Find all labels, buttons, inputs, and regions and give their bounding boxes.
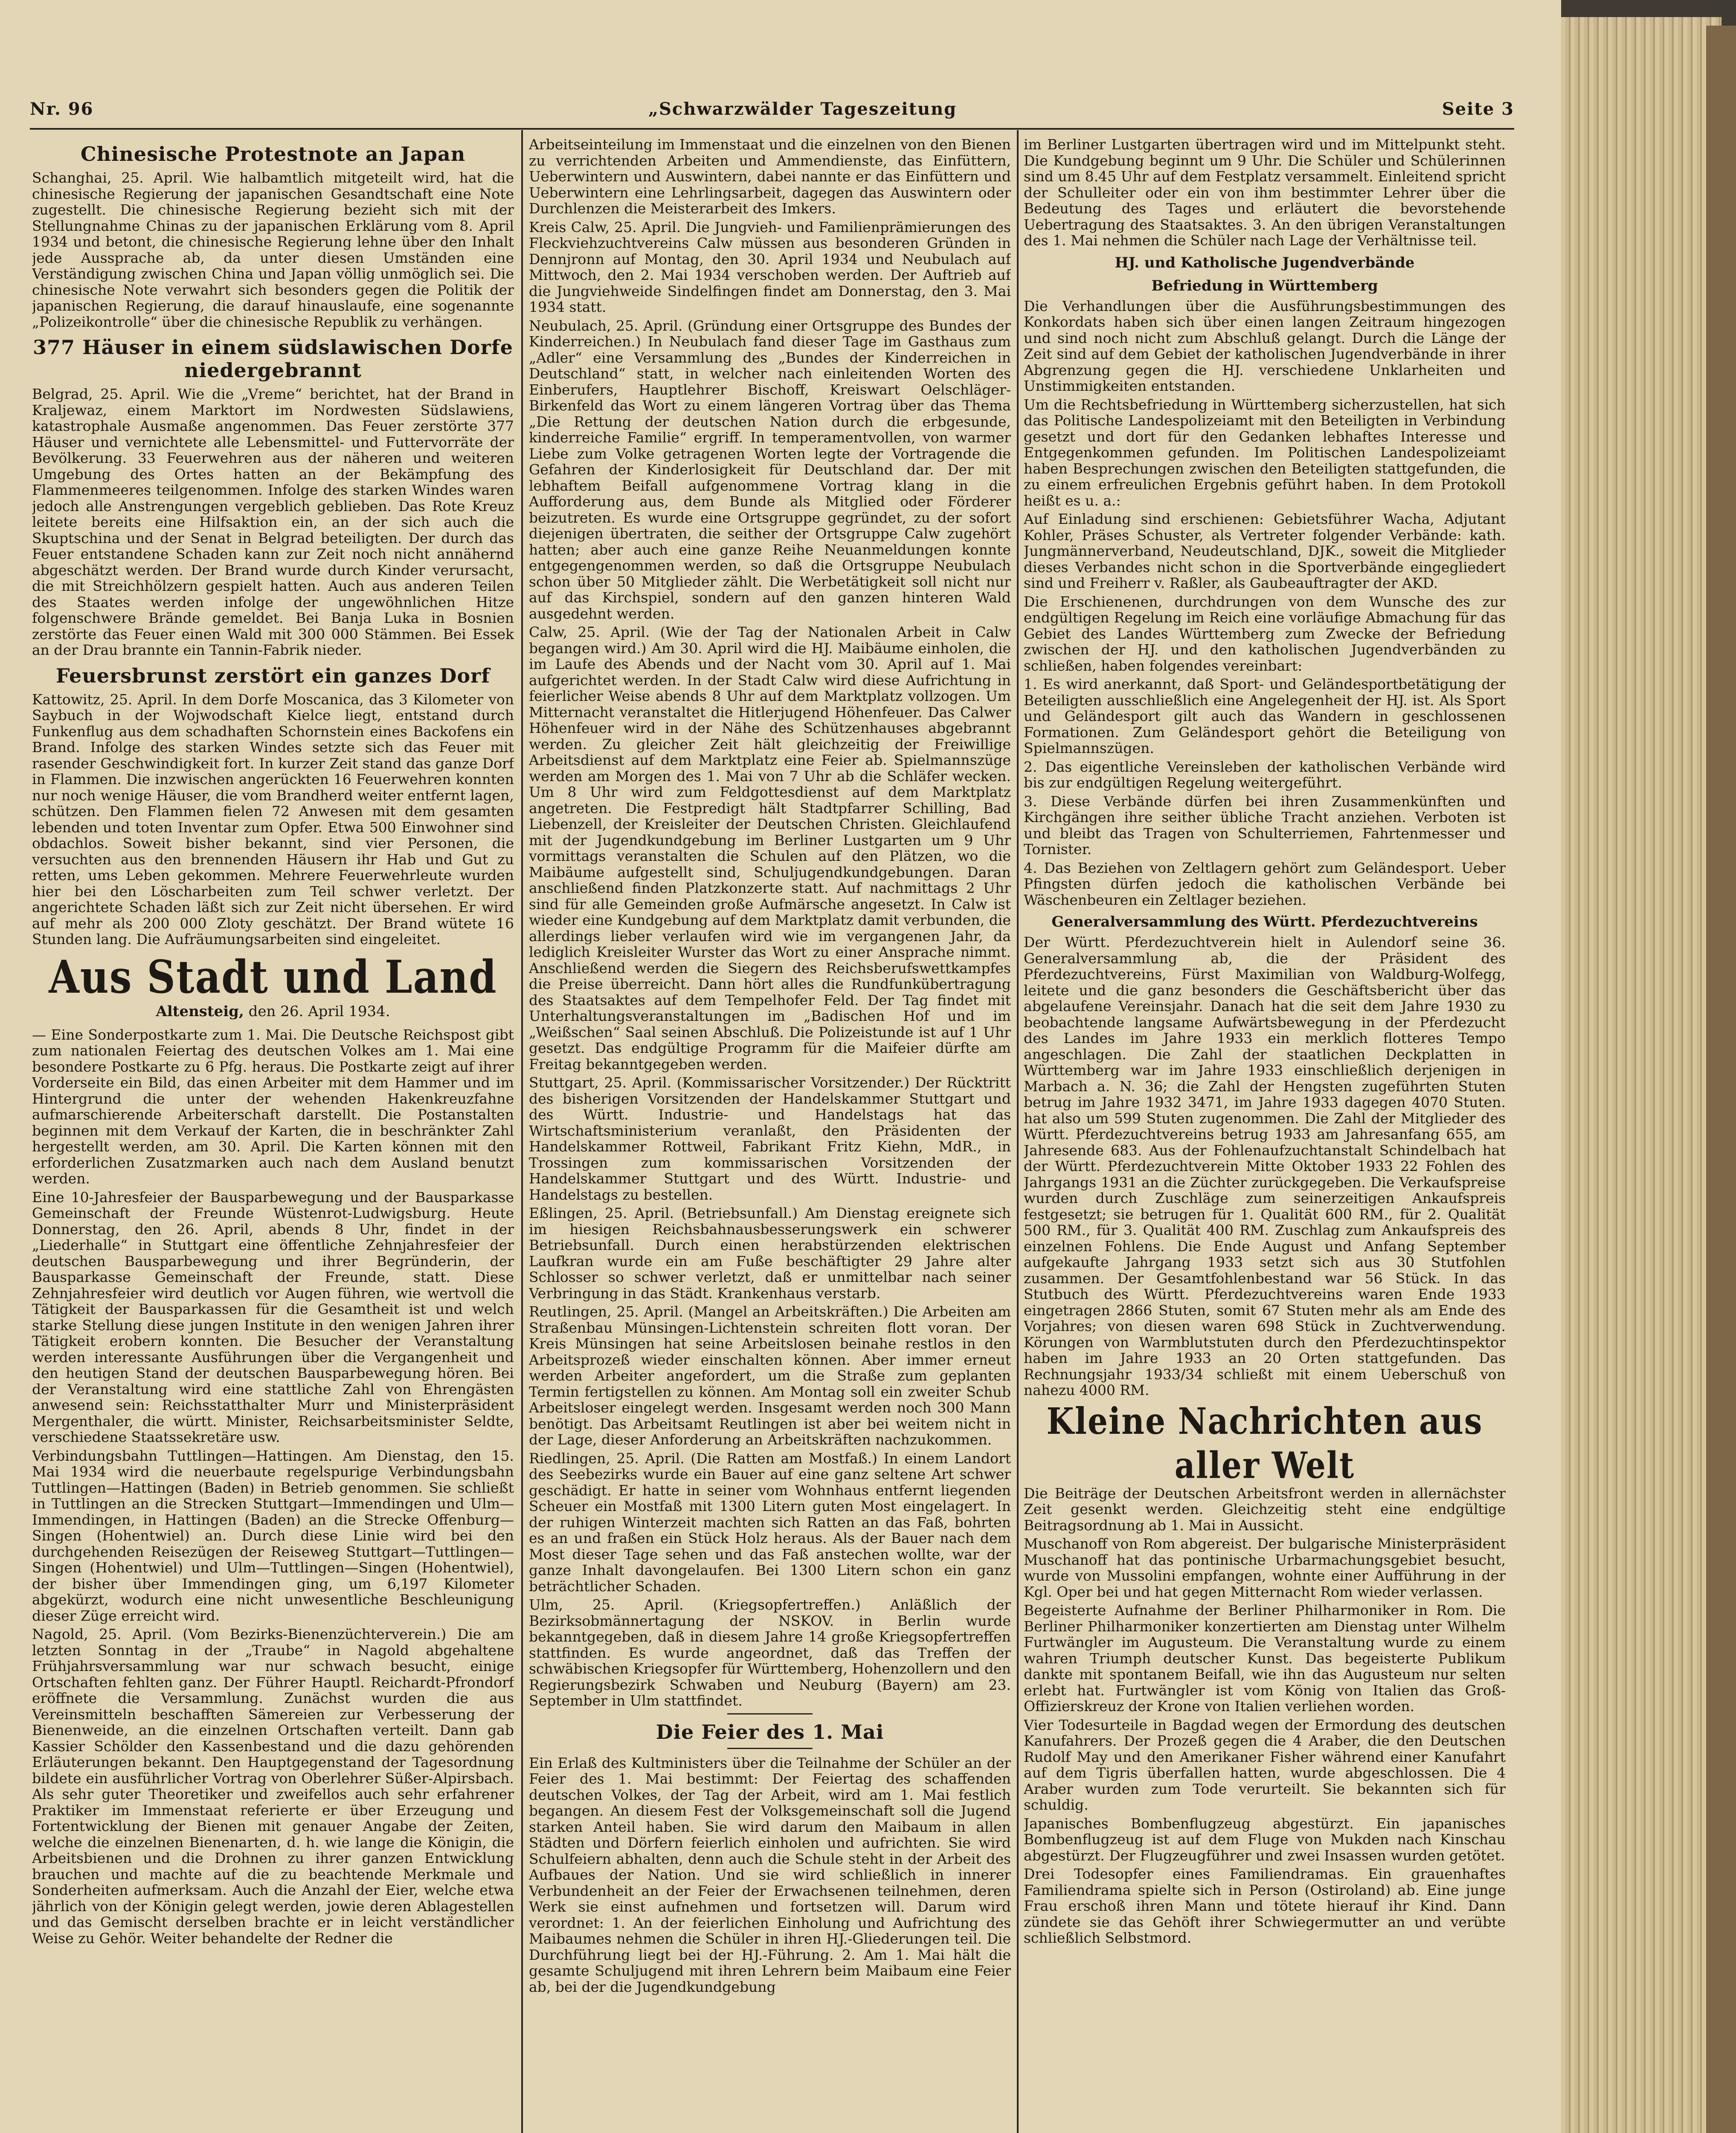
- article-text: Ulm, 25. April. (Kriegsopfertreffen.) Anläßlich der Bezirksobmännertagung der NSKOV. in Berlin wurde bekanntgegeben, daß in diesem Jahre 14 große Kriegsopfertreffen stattfinden. Es wurde angeordnet, daß das Treffen der schwäbischen Kriegsopfer für Württemberg, Hohenzollern und den Regierungsbezirk Schwaben und Neuburg (Bayern) am 23. September in Ulm stattfindet.: [529, 1596, 1011, 1709]
- column-2: [529, 137, 1011, 1997]
- page-header: [30, 99, 1514, 125]
- issue-number: Nr. 96: [30, 99, 94, 119]
- article-text: Auf Einladung sind erschienen: Gebietsführer Wacha, Adjutant Kohler, Präses Schuster, als Vertreter folgender Verbände: kath. Jungmännerverband, Neudeutschland, DJK., soweit die Mitglieder dieses Verbandes nicht schon in die Sportverbände eingegliedert sind und Freiherr v. Raßler, als Gaubeauftragter der AKD.: [1024, 511, 1506, 591]
- article-text: Reutlingen, 25. April. (Mangel an Arbeitskräften.) Die Arbeiten am Straßenbau Münsingen-Lichtenstein schreiten flott voran. Der Kreis Münsingen hat seine Arbeitslosen beinahe restlos in den Arbeitsprozeß wieder einschalten können. Aber immer erneut werden Arbeiter angefordert, um die Straße zum geplanten Termin fertigstellen zu können. Am Montag soll ein zweiter Schub Arbeitsloser eingelegt werden. Insgesamt werden noch 300 Mann benötigt. Das Arbeitsamt Reutlingen ist aber bei weitem nicht in der Lage, dieser Anforderung an Arbeitskräften nachzukommen.: [529, 1303, 1011, 1448]
- article-text: Neubulach, 25. April. (Gründung einer Ortsgruppe des Bundes der Kinderreichen.) In Neubulach fand dieser Tage im Gasthaus zum „Adler“ eine Versammlung des „Bundes der Kinderreichen in Deutschland“ statt, in welcher nach einleitenden Worten des Einberufers, Hauptlehrer Bischoff, Kreiswart Oelschläger-Birkenfeld das Wort zu einem längeren Vortrag über das Thema „Die Rettung der deutschen Nation durch die erbgesunde, kinderreiche Familie“ ergriff. In temperamentvollen, von warmer Liebe zum Volke getragenen Worten legte der Vortragende die Gefahren der Kinderlosigkeit für Deutschland dar. Der mit lebhaftem Beifall aufgenommene Vortrag klang in die Aufforderung aus, dem Bunde als Mitglied oder Förderer beizutreten. Es wurde eine Ortsgruppe gegründet, zu der sofort diejenigen übertraten, die seither der Ortsgruppe Calw zugehört hatten; aber auch eine ganze Reihe Neuanmeldungen konnte entgegengenommen werden, so daß die Ortsgruppe Neubulach schon über 50 Mitglieder zählt. Die Werbetätigkeit soll nicht nur auf das Kirchspiel, sondern auf den ganzen hinteren Wald ausgedehnt werden.: [529, 317, 1011, 622]
- article-text: Die Verhandlungen über die Ausführungsbestimmungen des Konkordats haben sich über einen langen Zeitraum hingezogen und sind noch nicht zum Abschluß gelangt. Durch die Länge der Zeit sind auf dem Gebiet der katholischen Jugendverbände in ihrer Abgrenzung gegen die HJ. verschiedene Unklarheiten und Unstimmigkeiten entstanden.: [1024, 297, 1506, 394]
- article-text: Der Württ. Pferdezuchtverein hielt in Aulendorf seine 36. Generalversammlung ab, die der Präsident des Pferdezuchtvereins, Fürst Maximilian von Waldburg-Wolfegg, leitete und die ganz besonders die Geschäftsbericht über das abgelaufene Vereinsjahr. Danach hat die seit dem Jahre 1930 zu beobachtende langsame Aufwärtsbewegung in der Pferdezucht des Landes im Jahre 1933 ein merklich flotteres Tempo angeschlagen. Die Zahl der staatlichen Deckplatten in Württemberg war im Jahre 1933 einschließlich derjenigen in Marbach a. N. 36; die Zahl der Hengsten zugeführten Stuten betrug im Jahre 1932 3471, im Jahre 1933 dagegen 4070 Stuten. hat also um 599 Stuten zugenommen. Die Zahl der Mitglieder des Württ. Pferdezuchtvereins betrug 1933 am Jahresanfang 655, am Jahresende 683. Aus der Fohlenaufzuchtanstalt Schindelbach hat der Württ. Pferdezuchtverein Mitte Oktober 1933 22 Fohlen des Jahrgangs 1931 an die Züchter zurückgegeben. Die Verkaufspreise wurden durch Zuschläge zum seinerzeitigen Ankaufspreis festgesetzt; sie betrugen für 1. Qualität 600 RM., für 2. Qualität 500 RM., für 3. Qualität 400 RM. Zuschlag zum Ankaufspreis des einzelnen Fohlens. Die Ende August und Anfang September aufgekaufte Jahrgang 1933 setzt sich aus 30 Stutfohlen zusammen. Der Gesamtfohlenbestand war 56 Stück. In das Stutbuch des Württ. Pferdezuchtvereins waren Ende 1933 eingetragen 2866 Stuten, somit 67 Stuten mehr als am Ende des Vorjahres; von diesen waren 698 Stück in Zuchtverwendung. Körungen von Warmblutstuten durch den Pferdezuchtinspektor haben im Jahre 1933 an 20 Orten stattgefunden. Das Rechnungsjahr 1933/34 schließt mit einem Ueberschuß von nahezu 4000 RM.: [1024, 934, 1506, 1398]
- headline-china-protest: Chinesische Protestnote an Japan: [80, 142, 466, 166]
- headline-pferdezucht: Generalversammlung des Württ. Pferdezuchtvereins: [1051, 913, 1478, 930]
- book-spine: [1544, 17, 1721, 2133]
- headline-377-houses: 377 Häuser in einem südslawischen Dorfe niedergebrannt: [33, 336, 513, 382]
- article-text: Um die Rechtsbefriedung in Württemberg sicherzustellen, hat sich das Politische Landespolizeiamt mit den Beteiligten in Verbindung gesetzt und dort für den Gedanken lebhaftes Interesse und Entgegenkommen gefunden. Im Politischen Landespolizeiamt haben Besprechungen zwischen den Beteiligten stattgefunden, die zu einem erfreulichen Ergebnis geführt haben. In dem Protokoll heißt es u. a.:: [1024, 396, 1506, 509]
- article-text: Stuttgart, 25. April. (Kommissarischer Vorsitzender.) Der Rücktritt des bisherigen Vorsitzenden der Handelskammer Stuttgart und des Württ. Industrie- und Handelstags hat das Wirtschaftsministerium veranlaßt, den Präsidenten der Handelskammer Rottweil, Fabrikant Fritz Kiehn, MdR., in Trossingen zum kommissarischen Vorsitzenden der Handelskammer Stuttgart und des Württ. Industrie- und Handelstags zu bestellen.: [529, 1074, 1011, 1203]
- newspaper-title: „Schwarzwälder Tageszeitung: [648, 99, 957, 119]
- dateline-date: den 26. April 1934.: [248, 1003, 390, 1020]
- article-text: Eßlingen, 25. April. (Betriebsunfall.) Am Dienstag ereignete sich im hiesigen Reichsbahnausbesserungswerk ein schwerer Betriebsunfall. Durch einen herabstürzenden elektrischen Laufkran wurde ein am Fuße beschäftigter 29 Jahre alter Schlosser so schwer verletzt, daß er unmittelbar nach seiner Verbringung in das Städt. Krankenhaus verstarb.: [529, 1205, 1011, 1302]
- headline-hj-jugend: HJ. und Katholische Jugendverbände: [1115, 254, 1415, 271]
- column-1: [32, 137, 514, 1949]
- article-text: Japanisches Bombenflugzeug abgestürzt. Ein japanisches Bombenflugzeug ist auf dem Fluge von Mukden nach Kinschau abgestürzt. Der Flugzeugführer und zwei Insassen wurden getötet.: [1024, 1815, 1506, 1864]
- dateline: [32, 1003, 514, 1020]
- section-title-stadt-land: Aus Stadt und Land: [49, 950, 497, 1003]
- article-text: Eine 10-Jahresfeier der Bausparbewegung und der Bausparkasse Gemeinschaft der Freunde Wüstenrot-Ludwigsburg. Heute Donnerstag, den 26. April, abends 8 Uhr, findet in der „Liederhalle“ in Stuttgart eine öffentliche Zehnjahresfeier der deutschen Bausparbewegung und ihrer Begründerin, der Bausparkasse Gemeinschaft der Freunde, statt. Diese Zehnjahresfeier wird deutlich vor Augen führen, wie wertvoll die Tätigkeit der Bausparkassen für die Gesamtheit ist und welch starke Stellung diese jungen Institute in den wenigen Jahren ihrer Tätigkeit erobern konnten. Die Besucher der Veranstaltung werden interessante Ausführungen über die Vergangenheit und den heutigen Stand der deutschen Bausparbewegung hören. Bei der Veranstaltung wird eine stattliche Zahl von Ehrengästen anwesend sein: Reichsstatthalter Murr und Ministerpräsident Mergenthaler, die württ. Minister, Reichsarbeitsminister Seldte, verschiedene Staatssekretäre usw.: [32, 1189, 514, 1445]
- article-text: Kreis Calw, 25. April. Die Jungvieh- und Familienprämierungen des Fleckviehzuchtvereins Calw müssen aus besonderen Gründen in Dennjronn auf Montag, den 30. April 1934 und Neubulach auf Mittwoch, den 2. Mai 1934 verschoben werden. Der Auftrieb auf die Jungviehweide Sindelfingen findet am Donnerstag, den 3. Mai 1934 statt.: [529, 218, 1011, 315]
- separator-rule: [727, 1713, 813, 1715]
- header-rule: [30, 128, 1514, 130]
- headline-kleine-nachrichten: Kleine Nachrichten aus aller Welt: [1046, 1400, 1483, 1487]
- dateline-place: Altensteig,: [156, 1003, 244, 1020]
- article-text: 4. Das Beziehen von Zeltlagern gehört zum Geländesport. Ueber Pfingsten dürfen jedoch die katholischen Verbände bei Wäschenbeuren ein Zeltlager beziehen.: [1024, 859, 1506, 908]
- article-text: Verbindungsbahn Tuttlingen—Hattingen. Am Dienstag, den 15. Mai 1934 wird die neuerbaute regelspurige Verbindungsbahn Tuttlingen—Hattingen (Baden) in Betrieb genommen. Sie schließt in Tuttlingen an die Strecken Stuttgart—Immendingen und Ulm—Immendingen, in Hattingen (Baden) an die Strecke Offenburg—Singen (Hohentwiel) an. Durch diese Linie wird bei den durchgehenden Reisezügen der Reiseweg Stuttgart—Tuttlingen—Singen (Hohentwiel) und Ulm—Tuttlingen—Singen (Hohentwiel), der bisher über Immendingen ging, um 6,197 Kilometer abgekürzt, wodurch eine nicht unwesentliche Beschleunigung dieser Züge erreicht wird.: [32, 1447, 514, 1624]
- article-text: 2. Das eigentliche Vereinsleben der katholischen Verbände wird bis zur endgültigen Regelung weitergeführt.: [1024, 758, 1506, 791]
- article-text: Muschanoff von Rom abgereist. Der bulgarische Ministerpräsident Muschanoff hat das pontinische Urbarmachungsgebiet besucht, wurde von Mussolini empfangen, wohnte einer Aufführung in der Kgl. Oper bei und hat gegen Mitternacht Rom wieder verlassen.: [1024, 1535, 1506, 1600]
- article-text: Die Beiträge der Deutschen Arbeitsfront werden in allernächster Zeit gesenkt werden. Gleichzeitig steht eine endgültige Beitragsordnung ab 1. Mai in Aussicht.: [1024, 1485, 1506, 1534]
- column-rule-2: [1017, 130, 1019, 2133]
- article-text: Ein Erlaß des Kultministers über die Teilnahme der Schüler an der Feier des 1. Mai bestimmt: Der Feiertag des schaffenden deutschen Volkes, der Tag der Arbeit, wird am 1. Mai festlich begangen. An diesem Fest der Volksgemeinschaft soll die Jugend starken Anteil haben. Sie wird darum den Maibaum in allen Städten und Dörfern feierlich einholen und aufrichten. Sie wird Schulfeiern abhalten, denn auch die Schule steht in der Arbeit des Aufbaues der Nation. Und sie wird schließlich in innerer Verbundenheit an der Feier der Erwachsenen teilnehmen, deren Werk sie einst aufnehmen und fortsetzen will. Darum wird verordnet: 1. An der feierlichen Einholung und Aufrichtung des Maibaumes nehmen die Schüler in ihren HJ.-Gliederungen teil. Die Durchführung liegt bei der HJ.-Führung. 2. Am 1. Mai hält die gesamte Schuljugend mit ihren Lehrern beim Maibaum eine Feier ab, bei der die Jugendkundgebung: [529, 1754, 1011, 1995]
- article-text: 3. Diese Verbände dürfen bei ihren Zusammenkünften und Kirchgängen ihre seither übliche Tracht anziehen. Verboten ist und bleibt das Tragen von Schulterriemen, Fahrtenmesser und Tornister.: [1024, 793, 1506, 857]
- article-text: Begeisterte Aufnahme der Berliner Philharmoniker in Rom. Die Berliner Philharmoniker konzertierten am Dienstag unter Wilhelm Furtwängler im Augusteum. Die Veranstaltung wurde zu einem wahren Triumph deutscher Kunst. Das begeisterte Publikum dankte mit spontanem Beifall, wie ihn das Augusteum nur selten erlebt hat. Furtwängler ist vom König von Italien das Groß-Offizierskreuz der Krone von Italien verliehen worden.: [1024, 1602, 1506, 1715]
- article-text: Schanghai, 25. April. Wie halbamtlich mitgeteilt wird, hat die chinesische Regierung der japanischen Gesandtschaft eine Note zugestellt. Die chinesische Regierung bezieht sich mit der Stellungnahme Chinas zu der japanischen Erklärung vom 8. April 1934 und betont, die chinesische Regierung lehne über den Inhalt jede Aussprache ab, da unter diesen Umständen eine Verständigung zwischen China und Japan völlig unmöglich sei. Die chinesische Note verwahrt sich besonders gegen die Politik der japanischen Regierung, die darauf hinauslaufe, eine sogenannte „Polizeikontrolle“ über die chinesische Republik zu verhängen.: [32, 169, 514, 330]
- article-text: Riedlingen, 25. April. (Die Ratten am Mostfaß.) In einem Landort des Seebezirks wurde ein Bauer auf eine ganz seltene Art schwer geschädigt. Er hatte in seiner vom Wohnhaus entfernt liegenden Scheuer ein Mostfaß mit 1300 Litern guten Most eingelagert. In der ruhigen Winterzeit machten sich Ratten an das Faß, bohrten es an und fraßen ein Stück Holz heraus. Als der Bauer nach dem Most dieser Tage sehen und das Faß anstechen wollte, war der ganze Inhalt davongelaufen. Bei 1300 Litern schon ein ganz beträchtlicher Schaden.: [529, 1450, 1011, 1595]
- headline-maifeier: Die Feier des 1. Mai: [656, 1720, 884, 1744]
- article-text: Nagold, 25. April. (Vom Bezirks-Bienenzüchterverein.) Die am letzten Sonntag in der „Traube“ in Nagold abgehaltene Frühjahrsversammlung war nur schwach besucht, einige Ortschaften fehlten ganz. Der Führer Hauptl. Reichardt-Pfrondorf eröffnete die Versammlung. Zunächst wurden die aus Vereinsmitteln beschafften Sämereien zur Verbesserung der Bienenweide, an die einzelnen Ortschaften verteilt. Dann gab Kassier Schölder den Kassenbestand und die dazu gehörenden Erläuterungen bekannt. Den Hauptgegenstand der Tagesordnung bildete ein ausführlicher Vortrag von Oberlehrer Süßer-Alpirsbach. Als sehr guter Theoretiker und zweifellos auch sehr erfahrener Praktiker im Immenstaat referierte er über Erzeugung und Fortentwicklung der Bienen mit genauer Angabe der Zeiten, welche die einzelnen Bienenarten, d. h. wie lange die Königin, die Arbeitsbienen und die Drohnen zu ihrer ganzen Entwicklung brauchen und machte auf die zu beachtende Merkmale und Sonderheiten aufmerksam. Auch die Anzahl der Eier, welche etwa jährlich von der Königin gelegt werden, jowie deren Ablagestellen und das Gemischt derselben brachte er in leicht verständlicher Weise zu Gehör. Weiter behandelte der Redner die: [32, 1626, 514, 1947]
- article-text: Arbeitseinteilung im Immenstaat und die einzelnen von den Bienen zu verrichtenden Arbeiten und Ammendienste, das Einfüttern, Ueberwintern und Auswintern, dabei nannte er das Einfüttern und Ueberwintern eine Lehrlingsarbeit, dagegen das Auswintern oder Durchlenzen die Meisterarbeit des Imkers.: [529, 137, 1011, 217]
- article-text: 1. Es wird anerkannt, daß Sport- und Geländesportbetätigung der Beteiligten ausschließlich eine Angelegenheit der HJ. ist. Als Sport und Geländesport gilt auch das Wandern in geschlossenen Formationen. Zum Geländesport gehört die Beteiligung von Spielmannszügen.: [1024, 676, 1506, 756]
- headline-fire-village: Feuersbrunst zerstört ein ganzes Dorf: [55, 664, 491, 687]
- article-text: im Berliner Lustgarten übertragen wird und im Mittelpunkt steht. Die Kundgebung beginnt um 9 Uhr. Die Schüler und Schülerinnen sind um 8.45 Uhr auf dem Festplatz versammelt. Einleitend spricht der Schulleiter oder ein von ihm bestimmter Lehrer über die Bedeutung des Tages und erläutert die bevorstehende Uebertragung des Staatsaktes. 3. An den übrigen Veranstaltungen des 1. Mai nehmen die Schüler nach Lage der Verhältnisse teil.: [1024, 137, 1506, 249]
- column-3: [1024, 137, 1506, 1949]
- article-text: Drei Todesopfer eines Familiendramas. Ein grauenhaftes Familiendrama spielte sich in Person (Ostiroland) ab. Eine junge Frau erschoß ihren Mann und tötete hierauf ihr Kind. Dann zündete sie das Gehöft ihrer Schwiegermutter an und verübte schließlich Selbstmord.: [1024, 1866, 1506, 1946]
- article-text: Die Erschienenen, durchdrungen von dem Wunsche des zur endgültigen Regelung im Reich eine vorläufige Abmachung für das Gebiet des Landes Württemberg zum Zwecke der Befriedung zwischen der HJ. und den katholischen Jugendverbänden zu schließen, haben folgendes vereinbart:: [1024, 593, 1506, 674]
- article-text: Calw, 25. April. (Wie der Tag der Nationalen Arbeit in Calw begangen wird.) Am 30. April wird die HJ. Maibäume einholen, die im Laufe des Abends und der Nacht vom 30. April auf 1. Mai aufgerichtet werden. In der Stadt Calw wird diese Aufrichtung in feierlicher Weise abends 8 Uhr auf dem Marktplatz vollzogen. Um Mitternacht veranstaltet die Hitlerjugend Höhenfeuer. Das Calwer Höhenfeuer wird in der Nähe des Schützenhauses abgebrannt werden. Zu gleicher Zeit hält gleichzeitig der Freiwillige Arbeitsdienst auf dem Marktplatz eine Feier ab. Spielmannszüge werden am Morgen des 1. Mai von 7 Uhr ab die Schläfer wecken. Um 8 Uhr wird zum Feldgottesdienst auf dem Marktplatz angetreten. Die Festpredigt hält Stadtpfarrer Schilling, Bad Liebenzell, der Kreisleiter der Deutschen Christen. Gleichlaufend mit der Jugendkundgebung im Berliner Lustgarten um 9 Uhr vormittags veranstalten die Schulen auf den Plätzen, wo die Maibäume aufgestellt sind, Schuljugendkundgebungen. Daran anschließend finden Platzkonzerte statt. Auf nachmittags 2 Uhr sind für alle Gemeinden große Aufmärsche angesetzt. In Calw ist wieder eine Kundgebung auf dem Marktplatz damit verbunden, die allerdings lieber verlaufen wird wie im vergangenen Jahr, da lediglich Kreisleiter Wurster das Wort zu einer Ansprache nimmt. Anschließend werden die Siegern des Reichsberufswettkampfes die Preise überreicht. Dann hört alles die Rundfunkübertragung des Staatsaktes auf dem Tempelhofer Feld. Der Tag findet mit Unterhaltungsveranstaltungen im „Badischen Hof und im „Weißschen“ Saal seinen Abschluß. Die Polizeistunde ist auf 1 Uhr gesetzt. Das endgültige Programm für die Maifeier dürfte am Freitag bekanntgegeben werden.: [529, 624, 1011, 1072]
- separator-rule: [727, 1748, 813, 1749]
- book-edge: [1706, 26, 1736, 2133]
- article-text: Vier Todesurteile in Bagdad wegen der Ermordung des deutschen Kanufahrers. Der Prozeß gegen die 4 Araber, die den Deutschen Rudolf May und den Amerikaner Fisher während einer Kanufahrt auf dem Tigris überfallen hatten, wurde abgeschlossen. Die 4 Araber wurden zum Tode verurteilt. Sie bekannten sich für schuldig.: [1024, 1716, 1506, 1813]
- page-number: Seite 3: [1442, 99, 1514, 119]
- article-text: Belgrad, 25. April. Wie die „Vreme“ berichtet, hat der Brand in Kraljewaz, einem Marktort im Nordwesten Südslawiens, katastrophale Ausmaße angenommen. Das Feuer zerstörte 377 Häuser und vernichtete alle Lebensmittel- und Futtervorräte der Bevölkerung. 33 Feuerwehren aus der näheren und weiteren Umgebung des Ortes hatten an der Bekämpfung des Flammenmeeres teilgenommen. Infolge des starken Windes waren jedoch alle Anstrengungen vergeblich geblieben. Das Rote Kreuz leitete bereits eine Hilfsaktion ein, an der sich auch die Skuptschina und der Senat in Belgrad beteiligten. Der durch das Feuer entstandene Schaden kann zur Zeit noch nicht annähernd abgeschätzt werden. Der Brand wurde durch Kinder verursacht, die mit Streichhölzern gespielt hatten. Auch aus anderen Teilen des Staates werden infolge der ungewöhnlichen Hitze folgenschwere Brände gemeldet. Bei Banja Luka in Bosnien zerstörte das Feuer einen Wald mit 300 000 Stämmen. Bei Essek an der Drau brannte ein Tannin-Fabrik nieder.: [32, 386, 514, 658]
- article-text: — Eine Sonderpostkarte zum 1. Mai. Die Deutsche Reichspost gibt zum nationalen Feiertag des deutschen Volkes am 1. Mai eine besondere Postkarte zu 6 Pfg. heraus. Die Postkarte zeigt auf ihrer Vorderseite ein Bild, das einen Arbeiter mit dem Hammer und im Hintergrund die unter der wehenden Hakenkreuzfahne aufmarschierende Arbeiterschaft darstellt. Die Postanstalten beginnen mit dem Verkauf der Karten, die in beschränkter Zahl hergestellt werden, am 30. April. Die Karten können mit den erforderlichen Zusatzmarken auch nach dem Ausland benutzt werden.: [32, 1026, 514, 1187]
- column-rule-1: [521, 130, 523, 2133]
- subheadline-befriedung: Befriedung in Württemberg: [1151, 277, 1378, 294]
- article-text: Kattowitz, 25. April. In dem Dorfe Moscanica, das 3 Kilometer von Saybuch in der Wojwodschaft Kielce liegt, entstand durch Funkenflug aus dem schadhaften Schornstein eines Backofens ein Brand. Infolge des starken Windes setzte sich das Feuer mit rasender Geschwindigkeit fort. In kurzer Zeit stand das ganze Dorf in Flammen. Die inzwischen angerückten 16 Feuerwehren konnten nur noch wenige Häuser, die vom Brandherd weiter entfernt lagen, schützen. Den Flammen fielen 72 Anwesen mit dem gesamten lebenden und toten Inventar zum Opfer. Etwa 500 Einwohner sind obdachlos. Soweit bisher bekannt, sind vier Personen, die versuchten aus den brennenden Häusern ihr Hab und Gut zu retten, ums Leben gekommen. Mehrere Feuerwehrleute wurden hier bei den Löscharbeiten zum Teil schwer verletzt. Der angerichtete Schaden läßt sich zur Zeit nicht übersehen. Er wird auf mehr als 200 000 Zloty geschätzt. Der Brand wütete 16 Stunden lang. Die Aufräumungsarbeiten sind eingeleitet.: [32, 691, 514, 947]
